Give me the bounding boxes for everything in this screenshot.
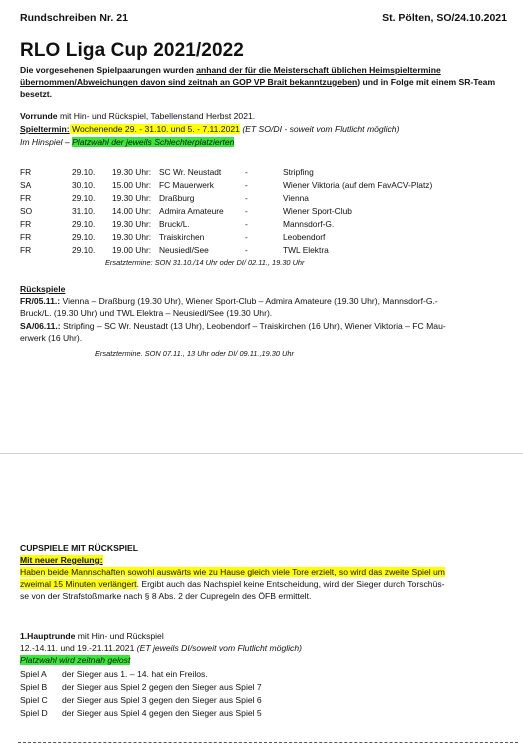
match-home: Bruck/L. [159,219,190,229]
rueckspiele-friday [20,295,512,319]
match-day: FR [20,167,32,177]
match-separator: - [245,206,248,216]
saturday-label: SA/06.11.: [20,321,61,331]
platzwahl-line [20,654,130,666]
match-home: Traiskirchen [159,232,205,242]
match-date: 30.10. [72,180,96,190]
match-day: FR [20,232,32,242]
match-separator: - [245,180,248,190]
match-day: SA [20,180,32,190]
game-name: Spiel C [20,695,48,705]
place-date: St. Pölten, SO/24.10.2021 [382,12,507,24]
rule-highlight-2: zweimal 15 Minuten verlängert [20,579,137,589]
match-separator: - [245,245,248,255]
match-date: 29.10. [72,167,96,177]
match-date: 31.10. [72,206,96,216]
spieltermin-label: Spieltermin: [20,124,70,134]
intro-text-3: ) und in Folge mit einem SR-Team besetzt. [20,77,496,99]
rueckspiele-saturday [20,320,512,344]
friday-label: FR/05.11.: [20,296,61,306]
match-day: SO [20,206,33,216]
vorrunde-label: Vorrunde [20,111,58,121]
spieltermin-note: (ET SO/DI - soweit vom Flutlicht möglich) [239,124,400,134]
hauptrunde-label: 1.Hauptrunde [20,631,76,641]
match-time: 19.30 Uhr: [112,193,152,203]
rule-text-1: . Ergibt auch das Nachspiel keine Entscheidung, wird der Sieger durch Torschüs- [136,579,445,589]
match-day: FR [20,219,32,229]
match-away: Stripfing [283,167,314,177]
hinspiel-value: Platzwahl der jeweils Schlechterplatzierten [72,137,235,147]
game-text: der Sieger aus Spiel 3 gegen den Sieger aus Spiel 6 [62,695,262,705]
hinspiel-label: Im Hinspiel – [20,137,73,147]
match-time: 19.30 Uhr: [112,167,152,177]
match-home: Neusiedl/See [159,245,209,255]
rule-text-2: se von der Strafstoßmarke nach § 8 Abs. 2 der Cupregeln des ÖFB ermittelt. [20,591,312,601]
rule-highlight-1: Haben beide Mannschaften sowohl auswärts wie zu Hause gleich viele Tore erzielt, so wird das zweite Spiel um [20,567,445,577]
hauptrunde-text: mit Hin- und Rückspiel [75,631,164,641]
match-time: 19.30 Uhr: [112,232,152,242]
game-text: der Sieger aus Spiel 2 gegen den Sieger aus Spiel 7 [62,682,262,692]
saturday-text-2: erwerk (16 Uhr). [20,333,83,343]
new-rule-label: Mit neuer Regelung: [20,555,103,565]
match-day: FR [20,193,32,203]
hauptrunde-dates-line [20,642,302,654]
ersatz-note-hinspiel: Ersatztermine: SON 31.10./14 Uhr oder DI/ 02.11., 19.30 Uhr [105,258,305,267]
game-name: Spiel B [20,682,48,692]
match-date: 29.10. [72,245,96,255]
spieltermin-line [20,123,399,135]
match-away: Leobendorf [283,232,326,242]
hauptrunde-dates-note: (ET jeweils DI/soweit vom Flutlicht möglich) [134,643,302,653]
match-away: Mannsdorf-G. [283,219,335,229]
page-title: RLO Liga Cup 2021/2022 [20,40,244,61]
hauptrunde-dates: 12.-14.11. und 19.-21.11.2021 [20,643,135,653]
match-separator: - [245,193,248,203]
match-separator: - [245,167,248,177]
match-time: 19.30 Uhr: [112,219,152,229]
cup-rule-paragraph [20,566,515,602]
match-separator: - [245,232,248,242]
friday-text-1: Vienna – Draßburg (19.30 Uhr), Wiener Sport-Club – Admira Amateure (19.30 Uhr), Mannsdorf-G.- [60,296,438,306]
match-home: Draßburg [159,193,195,203]
platzwahl-value: Platzwahl wird zeitnah gelost [20,655,131,665]
match-date: 29.10. [72,219,96,229]
friday-text-2: Bruck/L. (19.30 Uhr) und TWL Elektra – Neusiedl/See (19.30 Uhr). [20,308,273,318]
match-time: 19.00 Uhr: [112,245,152,255]
match-home: FC Mauerwerk [159,180,214,190]
match-time: 14.00 Uhr: [112,206,152,216]
bottom-dashed-rule [18,742,518,743]
game-text: der Sieger aus Spiel 4 gegen den Sieger aus Spiel 5 [62,708,262,718]
game-name: Spiel A [20,669,47,679]
game-name: Spiel D [20,708,48,718]
match-away: Wiener Viktoria (auf dem FavACV-Platz) [283,180,433,190]
intro-text-1: Die vorgesehenen Spielpaarungen wurden [20,65,197,75]
match-date: 29.10. [72,193,96,203]
match-away: TWL Elektra [283,245,329,255]
game-text: der Sieger aus 1. – 14. hat ein Freilos. [62,669,208,679]
match-home: Admira Amateure [159,206,224,216]
intro-text-underlined: anhand der für die Meisterschaft üblichen Heimspieltermine übernommen/Abweichungen davon sind zeitnah an GOP VP Brait bekanntzugeben [20,65,441,87]
hinspiel-line [20,136,234,148]
match-away: Vienna [283,193,309,203]
vorrunde-text: mit Hin- und Rückspiel, Tabellenstand Herbst 2021. [57,111,256,121]
ersatz-note-rueckspiel: Ersatztermine. SON 07.11., 13 Uhr oder DI/ 09.11.,19.30 Uhr [95,349,294,358]
vorrunde-line [20,110,255,122]
saturday-text-1: Stripfing – SC Wr. Neustadt (13 Uhr), Leobendorf – Traiskirchen (16 Uhr), Wiener Viktoria – FC Mau- [60,321,446,331]
circular-number: Rundschreiben Nr. 21 [20,12,128,24]
cup-heading: CUPSPIELE MIT RÜCKSPIEL [20,543,138,553]
match-away: Wiener Sport-Club [283,206,352,216]
page-break-divider [0,453,523,454]
spieltermin-value: Wochenende 29. - 31.10. und 5. - 7.11.2021 [69,124,240,134]
match-day: FR [20,245,32,255]
match-time: 15.00 Uhr: [112,180,152,190]
intro-paragraph [20,64,512,100]
match-separator: - [245,219,248,229]
hauptrunde-line [20,630,164,642]
match-date: 29.10. [72,232,96,242]
match-home: SC Wr. Neustadt [159,167,222,177]
rueckspiele-heading: Rückspiele [20,284,66,294]
cup-rule-label [20,554,103,566]
